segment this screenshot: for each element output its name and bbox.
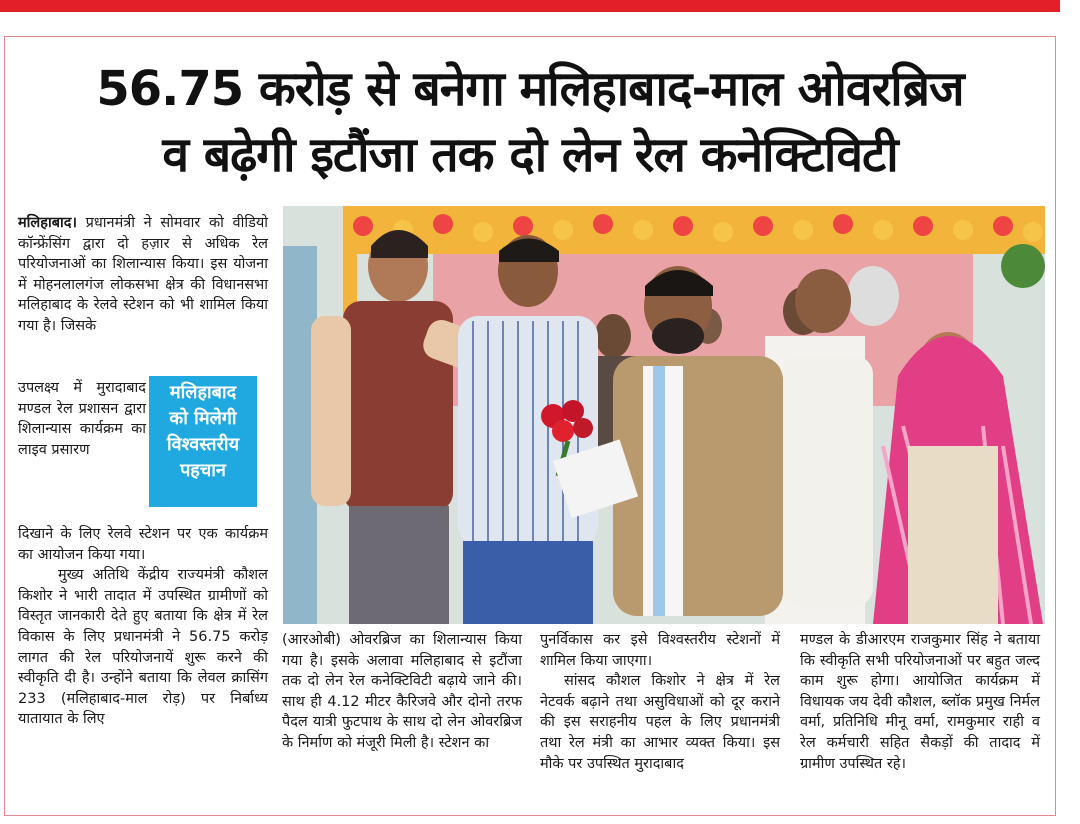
pullquote-line: विश्वस्तरीय (166, 434, 240, 455)
article-column-3 (540, 630, 780, 774)
article-column-left-mid (18, 378, 146, 460)
paragraph-chief-guest: मुख्य अतिथि केंद्रीय राज्यमंत्री कौशल किशोर ने भारी तादात में उपस्थित ग्रामीणों को विस्तृत जानकारी देते हुए बताया कि क्षेत्र में रेल विकास के लिए प्रधानमंत्री ने 56.75 करोड़ लागत की रेल परियोजनायें शुरू करने की स्वीकृति दी है। उन्होंने बताया कि लेवल क्रासिंग 233 (मलिहाबाद-माल रोड़) पर निर्बाध्य यातायात के लिए (18, 567, 268, 728)
paragraph-intro: प्रधानमंत्री ने सोमवार को वीडियो कॉन्फ्रेंसिंग द्वारा दो हज़ार से अधिक रेल परियोजनाओं का शिलान्यास किया। इस योजना में मोहनलालगंज लोकसभा क्षेत्र की विधानसभा मलिहाबाद के रेलवे स्टेशन को भी शामिल किया गया है। जिसके (18, 215, 268, 334)
paragraph-redevelopment: पुनर्विकास कर इसे विश्वस्तरीय स्टेशनों में शामिल किया जाएगा। (540, 632, 780, 669)
photo-illustration (283, 206, 1045, 624)
article-column-left-top (18, 213, 268, 337)
paragraph-rob: (आरओबी) ओवरब्रिज का शिलान्यास किया गया है। इसके अलावा मलिहाबाद से इटौंजा तक दो लेन रेल कनेक्टिविटी बढ़ाये जाने की। साथ ही 4.12 मीटर कैरिजवे और दोनो तरफ पैदल यात्री फुटपाथ के साथ दो लेन ओवरब्रिज के निर्माण को मंजूरी मिली है। स्टेशन का (282, 632, 522, 751)
pullquote-box (149, 376, 257, 507)
pullquote-line: पहचान (180, 460, 226, 481)
article-column-4 (800, 630, 1040, 774)
paragraph-event: दिखाने के लिए रेलवे स्टेशन पर एक कार्यक्रम का आयोजन किया गया। (18, 526, 268, 563)
headline-line-2: व बढ़ेगी इटौंजा तक दो लेन रेल कनेक्टिविटी (162, 127, 898, 183)
pullquote-line: मलिहाबाद (169, 382, 237, 403)
headline-line-1: 56.75 करोड़ से बनेगा मलिहाबाद-माल ओवरब्रिज (96, 61, 964, 117)
pullquote-line: को मिलेगी (169, 408, 237, 429)
dateline: मलिहाबाद। (18, 215, 77, 231)
news-photo (283, 206, 1045, 624)
top-red-bar (0, 0, 1060, 12)
paragraph-drm: मण्डल के डीआरएम राजकुमार सिंह ने बताया कि स्वीकृति सभी परियोजनाओं पर बहुत जल्द काम शुरू होगा। आयोजित कार्यक्रम में विधायक जय देवी कौशल, ब्लॉक प्रमुख निर्मल वर्मा, प्रतिनिधि मीनू वर्मा, रामकुमार राही व रेल कर्मचारी सहित सैकड़ों की तादाद में ग्रामीण उपस्थित रहे। (800, 632, 1040, 772)
paragraph-mp: सांसद कौशल किशोर ने क्षेत्र में रेल नेटवर्क बढ़ाने तथा असुविधाओं को दूर कराने की इस सराहनीय पहल के लिए प्रधानमंत्री तथा रेल मंत्री का आभार व्यक्त किया। इस मौके पर उपस्थित मुरादाबाद (540, 673, 780, 772)
paragraph-intro-cont: उपलक्ष्य में मुरादाबाद मण्डल रेल प्रशासन द्वारा शिलान्यास कार्यक्रम का लाइव प्रसारण (18, 380, 146, 458)
article-column-left-bottom (18, 524, 268, 730)
article-column-2 (282, 630, 522, 754)
